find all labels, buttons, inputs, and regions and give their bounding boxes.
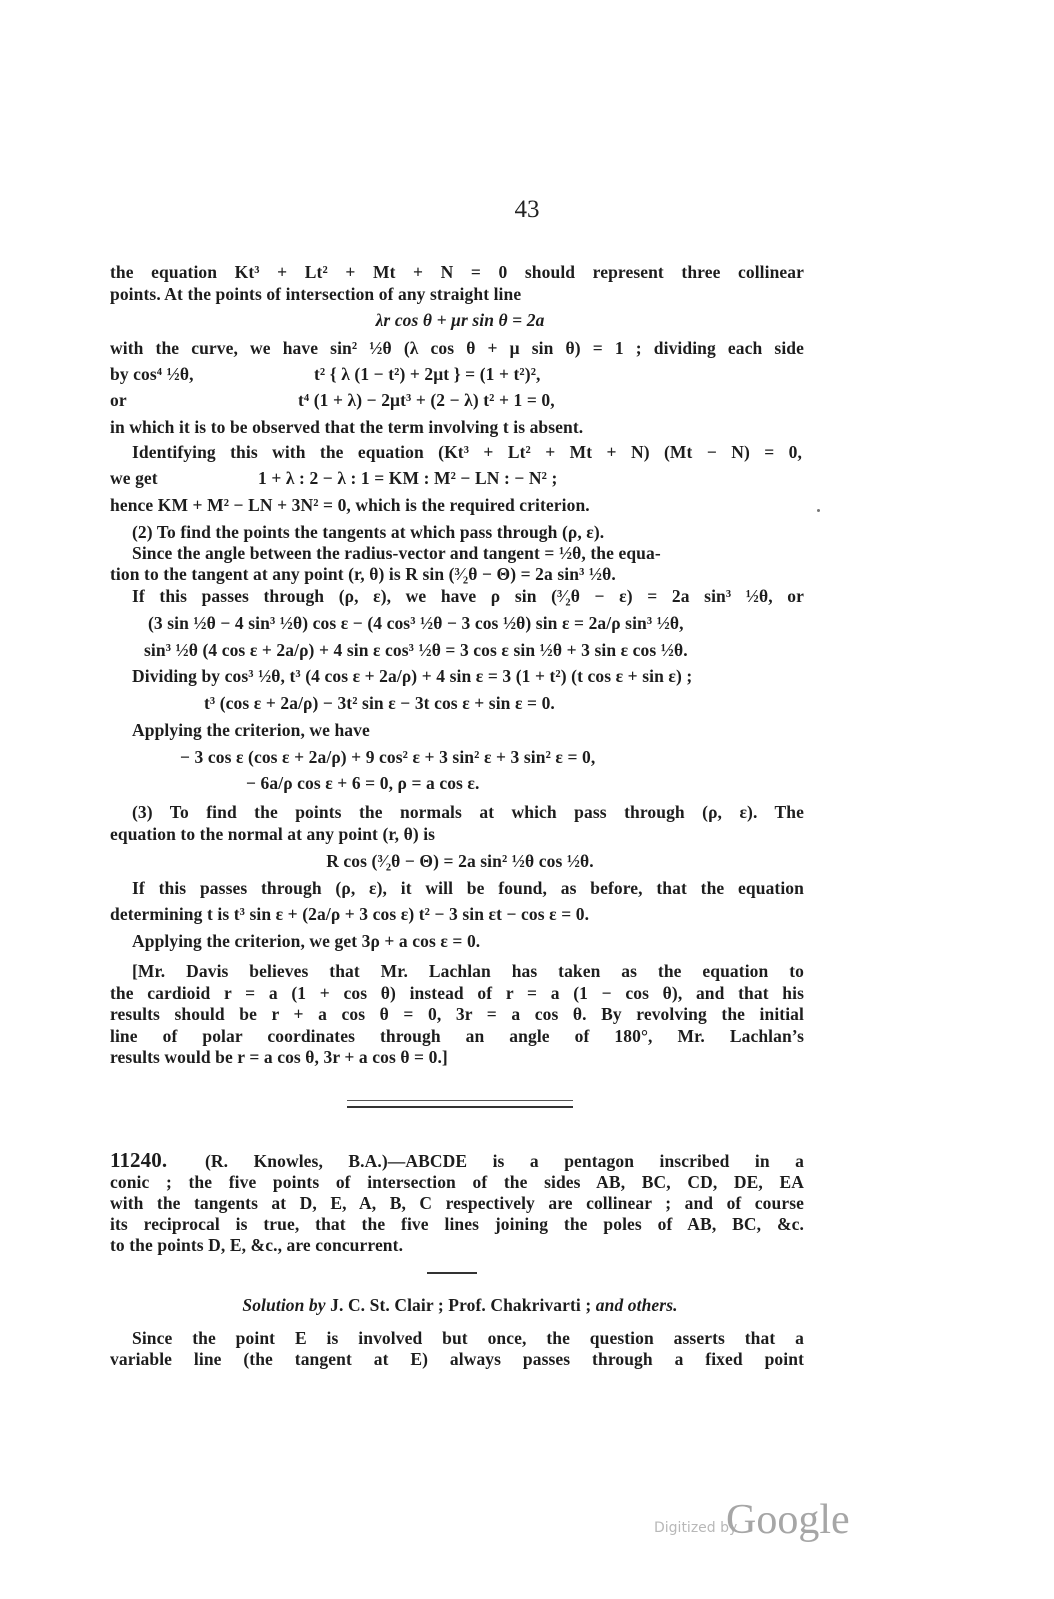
equation: t³ (cos ε + 2a/ρ) − 3t² sin ε − 3t cos ε + sin ε = 0. (204, 693, 555, 713)
text-line: the equation Kt³ + Lt² + Mt + N = 0 should represent three collinear (110, 262, 804, 282)
text-line: hence KM + M² − LN + 3N² = 0, which is the required criterion. (110, 495, 590, 515)
byline-authors: J. C. St. Clair ; Prof. Chakrivarti ; (330, 1295, 592, 1315)
question-line: with the tangents at D, E, A, B, C respectively are collinear ; and of course (110, 1193, 804, 1213)
byline-suffix: and others. (595, 1295, 678, 1315)
equation: t⁴ (1 + λ) − 2μt³ + (2 − λ) t² + 1 = 0, (298, 390, 555, 410)
solution-line: variable line (the tangent at E) always passes through a fixed point (110, 1349, 804, 1369)
page-number: 43 (514, 196, 540, 223)
short-divider (427, 1272, 477, 1274)
text-line: with the curve, we have sin² ½θ (λ cos θ + μ sin θ) = 1 ; dividing each side (110, 338, 804, 358)
solution-line: Since the point E is involved but once, the question asserts that a (132, 1328, 804, 1348)
text-line: points. At the points of intersection of any straight line (110, 284, 522, 304)
equation: t² { λ (1 − t²) + 2μt } = (1 + t²)², (314, 364, 541, 384)
text-line: (3) To find the points the normals at which pass through (ρ, ε). The (132, 802, 804, 822)
equation: 1 + λ : 2 − λ : 1 = KM : M² − LN : − N² ; (258, 468, 558, 488)
digitized-by-text: Digitized by (654, 1520, 738, 1536)
google-logo: Google (726, 1497, 850, 1543)
equation: (3 sin ½θ − 4 sin³ ½θ) cos ε − (4 cos³ ½θ − 3 cos ½θ) sin ε = 2a/ρ sin³ ½θ, (148, 613, 684, 633)
text-line: Applying the criterion, we get 3ρ + a cos ε = 0. (132, 931, 481, 951)
question-line: to the points D, E, &c., are concurrent. (110, 1235, 404, 1255)
text-line: Since the angle between the radius-vector and tangent = ½θ, the equa- (132, 543, 661, 563)
editor-note-line: results should be r + a cos θ = 0, 3r = a cos θ. By revolving the initial (110, 1004, 804, 1024)
section-divider (347, 1100, 573, 1101)
text-line: in which it is to be observed that the term involving t is absent. (110, 417, 584, 437)
text-line: or (110, 390, 127, 410)
equation: R cos (³⁄₂θ − Θ) = 2a sin² ½θ cos ½θ. (326, 851, 594, 871)
text-line: (2) To find the points the tangents at which pass through (ρ, ε). (132, 522, 605, 542)
text-line: Applying the criterion, we have (132, 720, 370, 740)
equation: − 3 cos ε (cos ε + 2a/ρ) + 9 cos² ε + 3 sin² ε + 3 sin² ε = 0, (180, 747, 596, 767)
section-divider (347, 1106, 573, 1108)
text-line: by cos⁴ ½θ, (110, 364, 194, 384)
text-line: determining t is t³ sin ε + (2a/ρ + 3 cos ε) t² − 3 sin εt − cos ε = 0. (110, 904, 590, 924)
question-number: 11240. (110, 1148, 168, 1172)
question-line: its reciprocal is true, that the five lines joining the poles of AB, BC, &c. (110, 1214, 804, 1234)
solution-byline (0, 1294, 920, 1316)
scan-speck (817, 509, 820, 512)
question-line: conic ; the five points of intersection of the sides AB, BC, CD, DE, EA (110, 1172, 804, 1192)
question-line: (R. Knowles, B.A.)—ABCDE is a pentagon inscribed in a (205, 1151, 804, 1171)
text-line: If this passes through (ρ, ε), it will be found, as before, that the equation (132, 878, 804, 898)
text-line: tion to the tangent at any point (r, θ) is R sin (³⁄₂θ − Θ) = 2a sin³ ½θ. (110, 564, 616, 584)
editor-note-line: results would be r = a cos θ, 3r + a cos θ = 0.] (110, 1047, 448, 1067)
text-line: we get (110, 468, 158, 488)
text-line: equation to the normal at any point (r, θ) is (110, 824, 436, 844)
equation: λr cos θ + μr sin θ = 2a (375, 310, 545, 330)
equation: − 6a/ρ cos ε + 6 = 0, ρ = a cos ε. (246, 773, 480, 793)
editor-note-line: [Mr. Davis believes that Mr. Lachlan has taken as the equation to (132, 961, 804, 981)
text-line: Dividing by cos³ ½θ, t³ (4 cos ε + 2a/ρ) + 4 sin ε = 3 (1 + t²) (t cos ε + sin ε) ; (132, 666, 693, 686)
equation: sin³ ½θ (4 cos ε + 2a/ρ) + 4 sin ε cos³ ½θ = 3 cos ε sin ½θ + 3 sin ε cos ½θ. (144, 640, 688, 660)
editor-note-line: line of polar coordinates through an angle of 180°, Mr. Lachlan’s (110, 1026, 804, 1046)
text-line: If this passes through (ρ, ε), we have ρ sin (³⁄₂θ − ε) = 2a sin³ ½θ, or (132, 586, 804, 606)
text-line: Identifying this with the equation (Kt³ + Lt² + Mt + N) (Mt − N) = 0, (132, 442, 802, 462)
byline-prefix: Solution by (242, 1295, 326, 1315)
editor-note-line: the cardioid r = a (1 + cos θ) instead of r = a (1 − cos θ), and that his (110, 983, 804, 1003)
